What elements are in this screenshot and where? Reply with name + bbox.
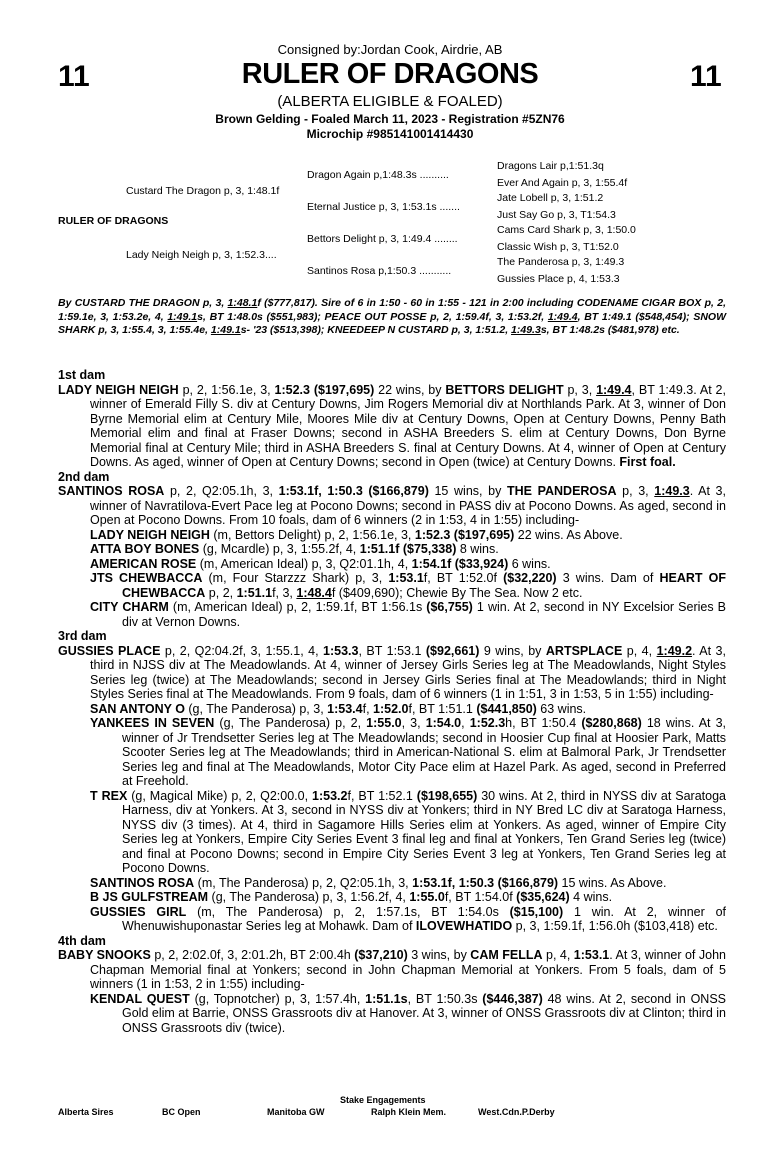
produce-entry: JTS CHEWBACCA (m, Four Starzzz Shark) p, 3, 1:53.1f, BT 1:52.0f ($32,220) 3 wins. Dam of HEART OF CHEWBACCA p, 2, 1:51.1f, 3, 1:48.4f ($409,690); Chewie By The Sea. Now 2 etc. — [90, 571, 726, 600]
produce-entry: CITY CHARM (m, American Ideal) p, 2, 1:59.1f, BT 1:56.1s ($6,755) 1 win. At 2, second in NY Excelsior Series B div at Vernon Downs. — [90, 600, 726, 629]
fourth-dam-heading: 4th dam — [58, 933, 106, 948]
second-dam-entry: SANTINOS ROSA p, 2, Q2:05.1h, 3, 1:53.1f, 1:50.3 ($166,879) 15 wins, by THE PANDEROSA p, 3, 1:49.3. At 3, winner of Navratilova-Evert Pace leg at Pocono Downs; second in PASS div at Pocono Downs. As aged, second in Open at Pocono Downs. From 10 foals, dam of 6 winners (2 in 1:53, 4 in 1:55) including- — [58, 484, 726, 527]
horse-name: RULER OF DRAGONS — [241, 58, 539, 90]
third-dam-heading: 3rd dam — [58, 629, 107, 643]
stake-engagement-item: Manitoba GW — [267, 1107, 325, 1117]
pedigree-sire: Custard The Dragon p, 3, 1:48.1f — [126, 185, 280, 197]
stake-engagement-item: BC Open — [162, 1107, 201, 1117]
pedigree-sire-dam: Eternal Justice p, 3, 1:53.1s ....... — [307, 201, 460, 213]
produce-entry: KENDAL QUEST (g, Topnotcher) p, 3, 1:57.4h, 1:51.1s, BT 1:50.3s ($446,387) 48 wins. At 2, second in ONSS Gold elim at Barrie, ONSS Grassroots div at Hanover. At 3, winner of ONSS Grassroots div at Clinton; third in ONSS Grassroots div (twice). — [90, 991, 726, 1035]
first-dam-heading: 1st dam — [58, 368, 106, 382]
microchip-line: Microchip #985141001414430 — [306, 127, 474, 141]
female-family — [58, 368, 726, 1035]
pedigree-g6: Classic Wish p, 3, T1:52.0 — [497, 241, 619, 253]
pedigree-sire-sire: Dragon Again p,1:48.3s .......... — [307, 169, 449, 181]
pedigree-dam-sire: Bettors Delight p, 3, 1:49.4 ........ — [307, 233, 458, 245]
produce-entry: ATTA BOY BONES (g, Mcardle) p, 3, 1:55.2f, 4, 1:51.1f ($75,338) 8 wins. — [90, 542, 499, 556]
produce-entry: T REX (g, Magical Mike) p, 2, Q2:00.0, 1:53.2f, BT 1:52.1 ($198,655) 30 wins. At 2, third in NYSS div at Saratoga Harness, div at Yonkers. At 3, second in NYSS div at Yonkers; third in NY Bred LC div at Saratoga Harness, NYSS div (3 times). At 4, third in Sagamore Hills Series elim at Yonkers. As aged, winner of Empire City Series leg at Yonkers, Empire City Series Event 3 final leg and final at Yonkers, Ten Grand Series leg (twice) and final at Pocono Downs; second in Empire City Series Event 3 leg at Yonkers, Ten Grand Series leg at Pocono Downs. — [90, 788, 726, 875]
produce-entry: SAN ANTONY O (g, The Panderosa) p, 3, 1:53.4f, 1:52.0f, BT 1:51.1 ($441,850) 63 wins. — [90, 701, 587, 716]
stake-engagements-heading: Stake Engagements — [340, 1095, 426, 1105]
pedigree-g1: Dragons Lair p,1:51.3q — [497, 160, 604, 172]
third-dam-entry: GUSSIES PLACE p, 2, Q2:04.2f, 3, 1:55.1, 4, 1:53.3, BT 1:53.1 ($92,661) 9 wins, by ARTSPLACE p, 4, 1:49.2. At 3, third in NJSS div at The Meadowlands. At 4, winner of Jersey Girls Series leg at The Meadowlands, Night Styles Series leg (twice) at The Meadowlands; second in Jersey Girls Series final at The Meadowlands; third in Night Styles Series final at The Meadowlands. From 9 foals, dam of 6 winners (1 in 1:51, 3 in 1:53, 5 in 1:55) including- — [58, 643, 726, 701]
fourth-dam-entry: BABY SNOOKS p, 2, 2:02.0f, 3, 2:01.2h, BT 2:00.4h ($37,210) 3 wins, by CAM FELLA p, 4, 1:53.1. At 3, winner of John Chapman Memorial final at Yonkers; second in John Chapman Memorial at Yonkers. From 5 foals, dam of 5 winners (1 in 1:53, 2 in 1:55) including- — [58, 948, 726, 991]
hip-number-left: 11 — [58, 60, 90, 93]
produce-entry: YANKEES IN SEVEN (g, The Panderosa) p, 2, 1:55.0, 3, 1:54.0, 1:52.3h, BT 1:50.4 ($280,868) 18 wins. At 3, winner of Jr Trendsetter Series leg at The Meadowlands; second in Hoosier Cup final at Hoosier Park, Matts Scooter Series leg at The Meadowlands; third in American-National S. elim at Balmoral Park, Jr Trendsetter Series leg and final at The Meadowlands, Motor City Pace elim at Hazel Park. As aged, second in Preferred at Freehold. — [90, 716, 727, 788]
stake-engagement-item: Alberta Sires — [58, 1107, 114, 1117]
pedigree-horse: RULER OF DRAGONS — [58, 215, 169, 227]
pedigree-dam-dam: Santinos Rosa p,1:50.3 ........... — [307, 265, 452, 277]
stake-engagement-item: West.Cdn.P.Derby — [478, 1107, 555, 1117]
eligibility: (ALBERTA ELIGIBLE & FOALED) — [277, 93, 503, 110]
pedigree-g8: Gussies Place p, 4, 1:53.3 — [497, 273, 620, 285]
produce-entry: GUSSIES GIRL (m, The Panderosa) p, 2, 1:57.1s, BT 1:54.0s ($15,100) 1 win. At 2, winner of Whenuwishuponastar Series leg at Mohawk. Dam of ILOVEWHATIDO p, 3, 1:59.1f, 1:56.0h ($103,418) etc. — [90, 904, 727, 933]
sire-summary: By CUSTARD THE DRAGON p, 3, 1:48.1f ($777,817). Sire of 6 in 1:50 - 60 in 1:55 - 121 in 2:00 including CODENAME CIGAR BOX p, 2, 1:59.1e, 3, 1:53.2e, 4, 1:49.1s, BT 1:48.0s ($551,983); PEACE OUT POSSE p, 2, 1:59.4f, 3, 1:53.2f, 1:49.4, BT 1:49.1 ($548,454); SNOW SHARK p, 3, 1:55.4, 3, 1:55.4e, 1:49.1s- '23 ($513,398); KNEEDEEP N CUSTARD p, 3, 1:51.2, 1:49.3s, BT 1:48.2s ($481,978) etc. — [58, 297, 726, 336]
produce-entry: LADY NEIGH NEIGH (m, Bettors Delight) p, 2, 1:56.1e, 3, 1:52.3 ($197,695) 22 wins. As Above. — [90, 527, 623, 542]
pedigree-g7: The Panderosa p, 3, 1:49.3 — [497, 256, 625, 268]
pedigree-g4: Just Say Go p, 3, T1:54.3 — [497, 209, 616, 221]
description-line: Brown Gelding - Foaled March 11, 2023 - Registration #5ZN76 — [215, 112, 565, 126]
produce-entry: AMERICAN ROSE (m, American Ideal) p, 3, Q2:01.1h, 4, 1:54.1f ($33,924) 6 wins. — [90, 556, 551, 571]
first-dam-entry: LADY NEIGH NEIGH p, 2, 1:56.1e, 3, 1:52.3 ($197,695) 22 wins, by BETTORS DELIGHT p, 3, 1:49.4, BT 1:49.3. At 2, winner of Emerald Filly S. div at Century Downs, Jim Rogers Memorial div at Northlands Park. At 3, winner of Don Byrne Memorial elim at Century Mile, Moores Mile div at Century Downs, Open at Century Downs, Penny Bath Memorial elim and final at Fraser Downs; second in ASHA Breeders S. elim at Century Downs, Don Byrne Memorial final at Century Mile; third in ASHA Breeders S. final at Century Downs. At 4, winner of Open at Century Downs. As aged, winner of Open at Century Downs; second in Open (twice) at Century Downs. First foal. — [58, 382, 726, 469]
pedigree-g3: Jate Lobell p, 3, 1:51.2 — [497, 192, 604, 204]
pedigree-g5: Cams Card Shark p, 3, 1:50.0 — [497, 224, 636, 236]
produce-entry: B JS GULFSTREAM (g, The Panderosa) p, 3, 1:56.2f, 4, 1:55.0f, BT 1:54.0f ($35,624) 4 wins. — [90, 890, 613, 904]
second-dam-heading: 2nd dam — [58, 469, 110, 484]
produce-entry: SANTINOS ROSA (m, The Panderosa) p, 2, Q2:05.1h, 3, 1:53.1f, 1:50.3 ($166,879) 15 wins. As Above. — [90, 875, 667, 890]
stake-engagement-item: Ralph Klein Mem. — [371, 1107, 447, 1117]
pedigree-dam: Lady Neigh Neigh p, 3, 1:52.3.... — [126, 249, 277, 261]
consignor-line: Consigned by:Jordan Cook, Airdrie, AB — [277, 42, 503, 57]
pedigree-g2: Ever And Again p, 3, 1:55.4f — [497, 177, 628, 189]
horse-description — [0, 112, 780, 142]
hip-number-right: 11 — [690, 60, 722, 93]
